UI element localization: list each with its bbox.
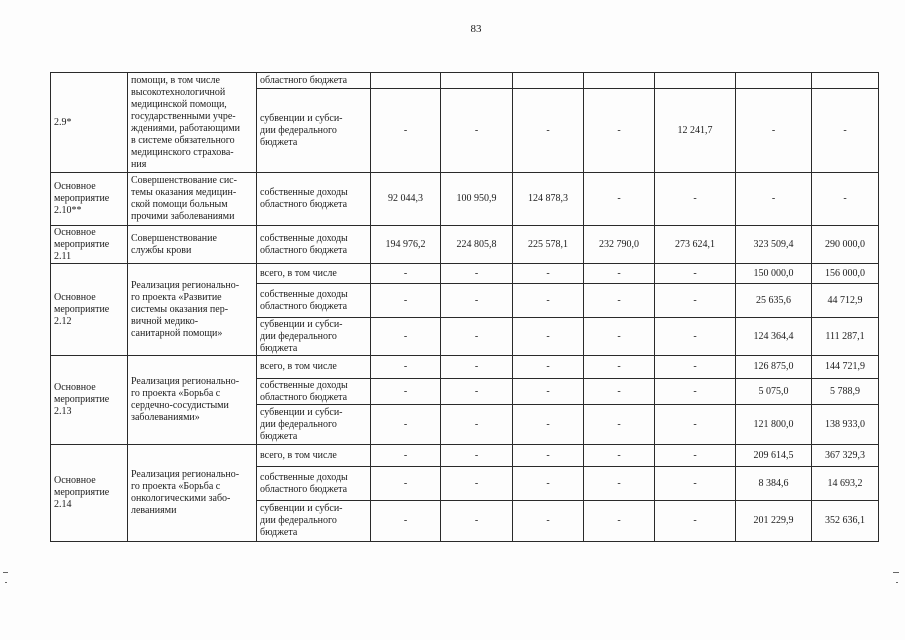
value-cell: -: [513, 405, 584, 445]
value-cell: -: [441, 405, 513, 445]
value-cell: 25 635,6: [736, 284, 812, 318]
funding-source-cell: собственные доходы областного бюджета: [257, 467, 371, 501]
value-cell: -: [371, 379, 441, 405]
funding-source-cell: субвенции и субси- дии федерального бюджета: [257, 501, 371, 542]
scan-mark: [896, 582, 898, 583]
measure-name-cell: Реализация регионально- го проекта «Борьба с сердечно-сосудистыми заболеваниями»: [128, 356, 257, 445]
value-cell: -: [655, 501, 736, 542]
scan-mark: [893, 572, 899, 573]
value-cell: -: [513, 264, 584, 284]
value-cell: 209 614,5: [736, 445, 812, 467]
value-cell: -: [584, 89, 655, 173]
value-cell: -: [584, 445, 655, 467]
value-cell: 144 721,9: [812, 356, 879, 379]
value-cell: 124 878,3: [513, 173, 584, 226]
value-cell: -: [655, 445, 736, 467]
value-cell: -: [513, 379, 584, 405]
value-cell: -: [584, 356, 655, 379]
value-cell: -: [584, 379, 655, 405]
value-cell: 121 800,0: [736, 405, 812, 445]
value-cell: 124 364,4: [736, 318, 812, 356]
value-cell: -: [584, 173, 655, 226]
value-cell: -: [584, 501, 655, 542]
value-cell: 323 509,4: [736, 226, 812, 264]
value-cell: 100 950,9: [441, 173, 513, 226]
value-cell: -: [513, 356, 584, 379]
value-cell: -: [441, 501, 513, 542]
value-cell: -: [584, 284, 655, 318]
value-cell: 5 788,9: [812, 379, 879, 405]
value-cell: -: [371, 445, 441, 467]
value-cell: 5 075,0: [736, 379, 812, 405]
measure-code-cell: Основное мероприятие 2.13: [51, 356, 128, 445]
value-cell: -: [441, 467, 513, 501]
value-cell: -: [655, 379, 736, 405]
measure-code-cell: Основное мероприятие 2.14: [51, 445, 128, 542]
value-cell: 156 000,0: [812, 264, 879, 284]
value-cell: 138 933,0: [812, 405, 879, 445]
value-cell: -: [513, 318, 584, 356]
value-cell: -: [655, 405, 736, 445]
value-cell: -: [655, 173, 736, 226]
value-cell: 290 000,0: [812, 226, 879, 264]
value-cell: 224 805,8: [441, 226, 513, 264]
funding-source-cell: всего, в том числе: [257, 445, 371, 467]
measure-code-cell: 2.9*: [51, 73, 128, 173]
value-cell: 44 712,9: [812, 284, 879, 318]
measure-code-cell: Основное мероприятие 2.11: [51, 226, 128, 264]
value-cell: -: [371, 467, 441, 501]
value-cell: [441, 73, 513, 89]
value-cell: [812, 73, 879, 89]
value-cell: 12 241,7: [655, 89, 736, 173]
value-cell: [655, 73, 736, 89]
funding-table: [50, 72, 879, 542]
table-row: [51, 445, 879, 467]
table-row: [51, 356, 879, 379]
value-cell: [513, 73, 584, 89]
value-cell: 150 000,0: [736, 264, 812, 284]
value-cell: -: [371, 356, 441, 379]
funding-source-cell: собственные доходы областного бюджета: [257, 226, 371, 264]
value-cell: -: [371, 264, 441, 284]
value-cell: -: [371, 318, 441, 356]
value-cell: -: [513, 467, 584, 501]
table-row: [51, 264, 879, 284]
measure-name-cell: Совершенствование сис- темы оказания медицин- ской помощи больным прочими заболеваниями: [128, 173, 257, 226]
value-cell: -: [655, 467, 736, 501]
value-cell: -: [584, 467, 655, 501]
table-row: [51, 226, 879, 264]
measure-code-cell: Основное мероприятие 2.12: [51, 264, 128, 356]
value-cell: [371, 73, 441, 89]
value-cell: -: [513, 284, 584, 318]
table-row: [51, 173, 879, 226]
value-cell: -: [812, 173, 879, 226]
measure-name-cell: Реализация регионально- го проекта «Борьба с онкологическими забо- леваниями: [128, 445, 257, 542]
value-cell: -: [655, 264, 736, 284]
value-cell: -: [441, 356, 513, 379]
value-cell: -: [441, 379, 513, 405]
value-cell: -: [655, 356, 736, 379]
funding-source-cell: собственные доходы областного бюджета: [257, 284, 371, 318]
value-cell: 111 287,1: [812, 318, 879, 356]
value-cell: -: [513, 501, 584, 542]
value-cell: -: [371, 501, 441, 542]
value-cell: -: [371, 89, 441, 173]
value-cell: -: [584, 264, 655, 284]
value-cell: -: [812, 89, 879, 173]
value-cell: 352 636,1: [812, 501, 879, 542]
value-cell: -: [371, 405, 441, 445]
scan-mark: [5, 582, 7, 583]
funding-source-cell: областного бюджета: [257, 73, 371, 89]
funding-source-cell: субвенции и субси- дии федерального бюджета: [257, 405, 371, 445]
value-cell: -: [441, 445, 513, 467]
value-cell: -: [441, 318, 513, 356]
funding-source-cell: собственные доходы областного бюджета: [257, 379, 371, 405]
value-cell: -: [441, 284, 513, 318]
page-number: 83: [470, 23, 482, 35]
value-cell: -: [655, 284, 736, 318]
value-cell: [736, 73, 812, 89]
value-cell: 92 044,3: [371, 173, 441, 226]
value-cell: 201 229,9: [736, 501, 812, 542]
value-cell: -: [513, 445, 584, 467]
measure-code-cell: Основное мероприятие 2.10**: [51, 173, 128, 226]
value-cell: -: [655, 318, 736, 356]
funding-source-cell: субвенции и субси- дии федерального бюджета: [257, 318, 371, 356]
value-cell: -: [441, 89, 513, 173]
funding-source-cell: всего, в том числе: [257, 264, 371, 284]
value-cell: 232 790,0: [584, 226, 655, 264]
value-cell: 225 578,1: [513, 226, 584, 264]
value-cell: 126 875,0: [736, 356, 812, 379]
value-cell: -: [584, 318, 655, 356]
value-cell: -: [513, 89, 584, 173]
value-cell: -: [371, 284, 441, 318]
measure-name-cell: Совершенствование службы крови: [128, 226, 257, 264]
measure-name-cell: Реализация регионально- го проекта «Развитие системы оказания пер- вичной медико- санитарной помощи»: [128, 264, 257, 356]
value-cell: 273 624,1: [655, 226, 736, 264]
funding-source-cell: всего, в том числе: [257, 356, 371, 379]
value-cell: 367 329,3: [812, 445, 879, 467]
value-cell: -: [441, 264, 513, 284]
measure-name-cell: помощи, в том числе высокотехнологичной медицинской помощи, государственными учре- ждениями, работающими в системе обязательного медицинского страхова- ния: [128, 73, 257, 173]
value-cell: -: [584, 405, 655, 445]
value-cell: [584, 73, 655, 89]
table-row: [51, 73, 879, 89]
value-cell: -: [736, 173, 812, 226]
value-cell: 14 693,2: [812, 467, 879, 501]
value-cell: -: [736, 89, 812, 173]
value-cell: 194 976,2: [371, 226, 441, 264]
scan-mark: [3, 572, 8, 573]
value-cell: 8 384,6: [736, 467, 812, 501]
funding-source-cell: собственные доходы областного бюджета: [257, 173, 371, 226]
funding-source-cell: субвенции и субси- дии федерального бюджета: [257, 89, 371, 173]
